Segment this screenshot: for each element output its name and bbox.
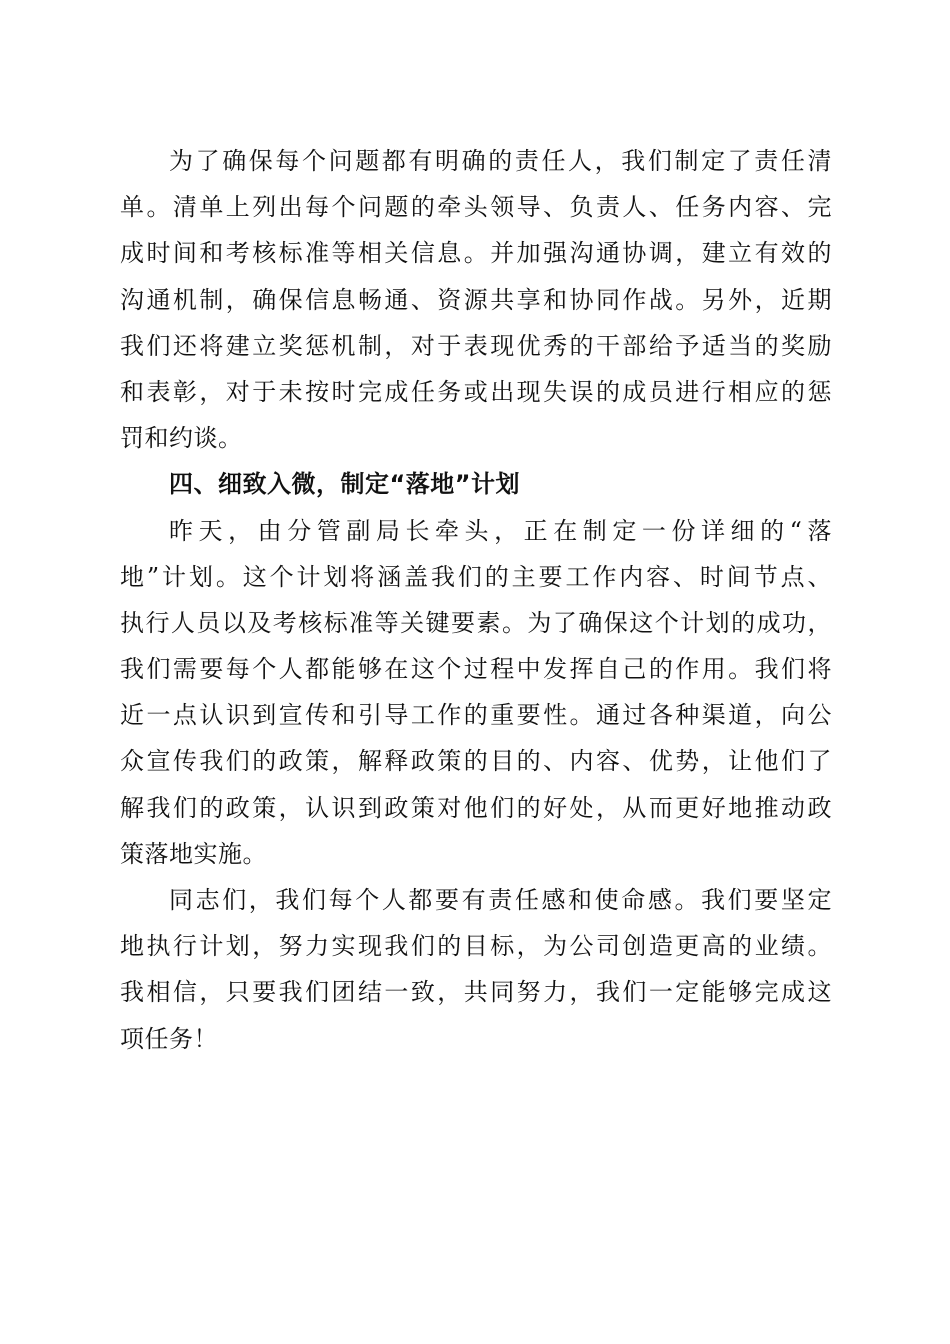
text-line: 执行人员以及考核标准等关键要素。为了确保这个计划的成功，: [120, 608, 832, 637]
text-line: 为了确保每个问题都有明确的责任人，我们制定了责任清: [169, 147, 832, 175]
document-page: [120, 138, 832, 1062]
text-line: 近一点认识到宣传和引导工作的重要性。通过各种渠道，向公: [120, 701, 832, 730]
text-line: 和表彰，对于未按时完成任务或出现失误的成员进行相应的惩: [120, 377, 832, 406]
text-line: 同志们，我们每个人都要有责任感和使命感。我们要坚定: [169, 886, 832, 914]
section-heading: 四、细致入微，制定“落地”计划: [169, 470, 521, 499]
paragraph-closing: [120, 877, 832, 1062]
text-line: 我们需要每个人都能够在这个过程中发挥自己的作用。我们将: [120, 655, 832, 684]
text-line: 策落地实施。: [120, 839, 267, 868]
paragraph-plan: [120, 508, 832, 878]
text-line: 单。清单上列出每个问题的牵头领导、负责人、任务内容、完: [120, 193, 832, 222]
text-line: 解我们的政策，认识到政策对他们的好处，从而更好地推动政: [120, 793, 832, 822]
text-line: 罚和约谈。: [120, 424, 243, 453]
text-line: 我们还将建立奖惩机制，对于表现优秀的干部给予适当的奖励: [120, 331, 832, 360]
text-line: 沟通机制，确保信息畅通、资源共享和协同作战。另外，近期: [120, 285, 832, 314]
text-line: 众宣传我们的政策，解释政策的目的、内容、优势，让他们了: [120, 747, 832, 776]
text-line: 地”计划。这个计划将涵盖我们的主要工作内容、时间节点、: [120, 562, 832, 591]
text-line: 昨天，由分管副局长牵头，正在制定一份详细的“落: [169, 516, 832, 545]
text-line: 地执行计划，努力实现我们的目标，为公司创造更高的业绩。: [120, 932, 832, 961]
paragraph-responsibility: [120, 138, 832, 461]
text-line: 成时间和考核标准等相关信息。并加强沟通协调，建立有效的: [120, 239, 832, 268]
text-line: 项任务！: [120, 1024, 218, 1053]
text-line: 我相信，只要我们团结一致，共同努力，我们一定能够完成这: [120, 978, 832, 1007]
